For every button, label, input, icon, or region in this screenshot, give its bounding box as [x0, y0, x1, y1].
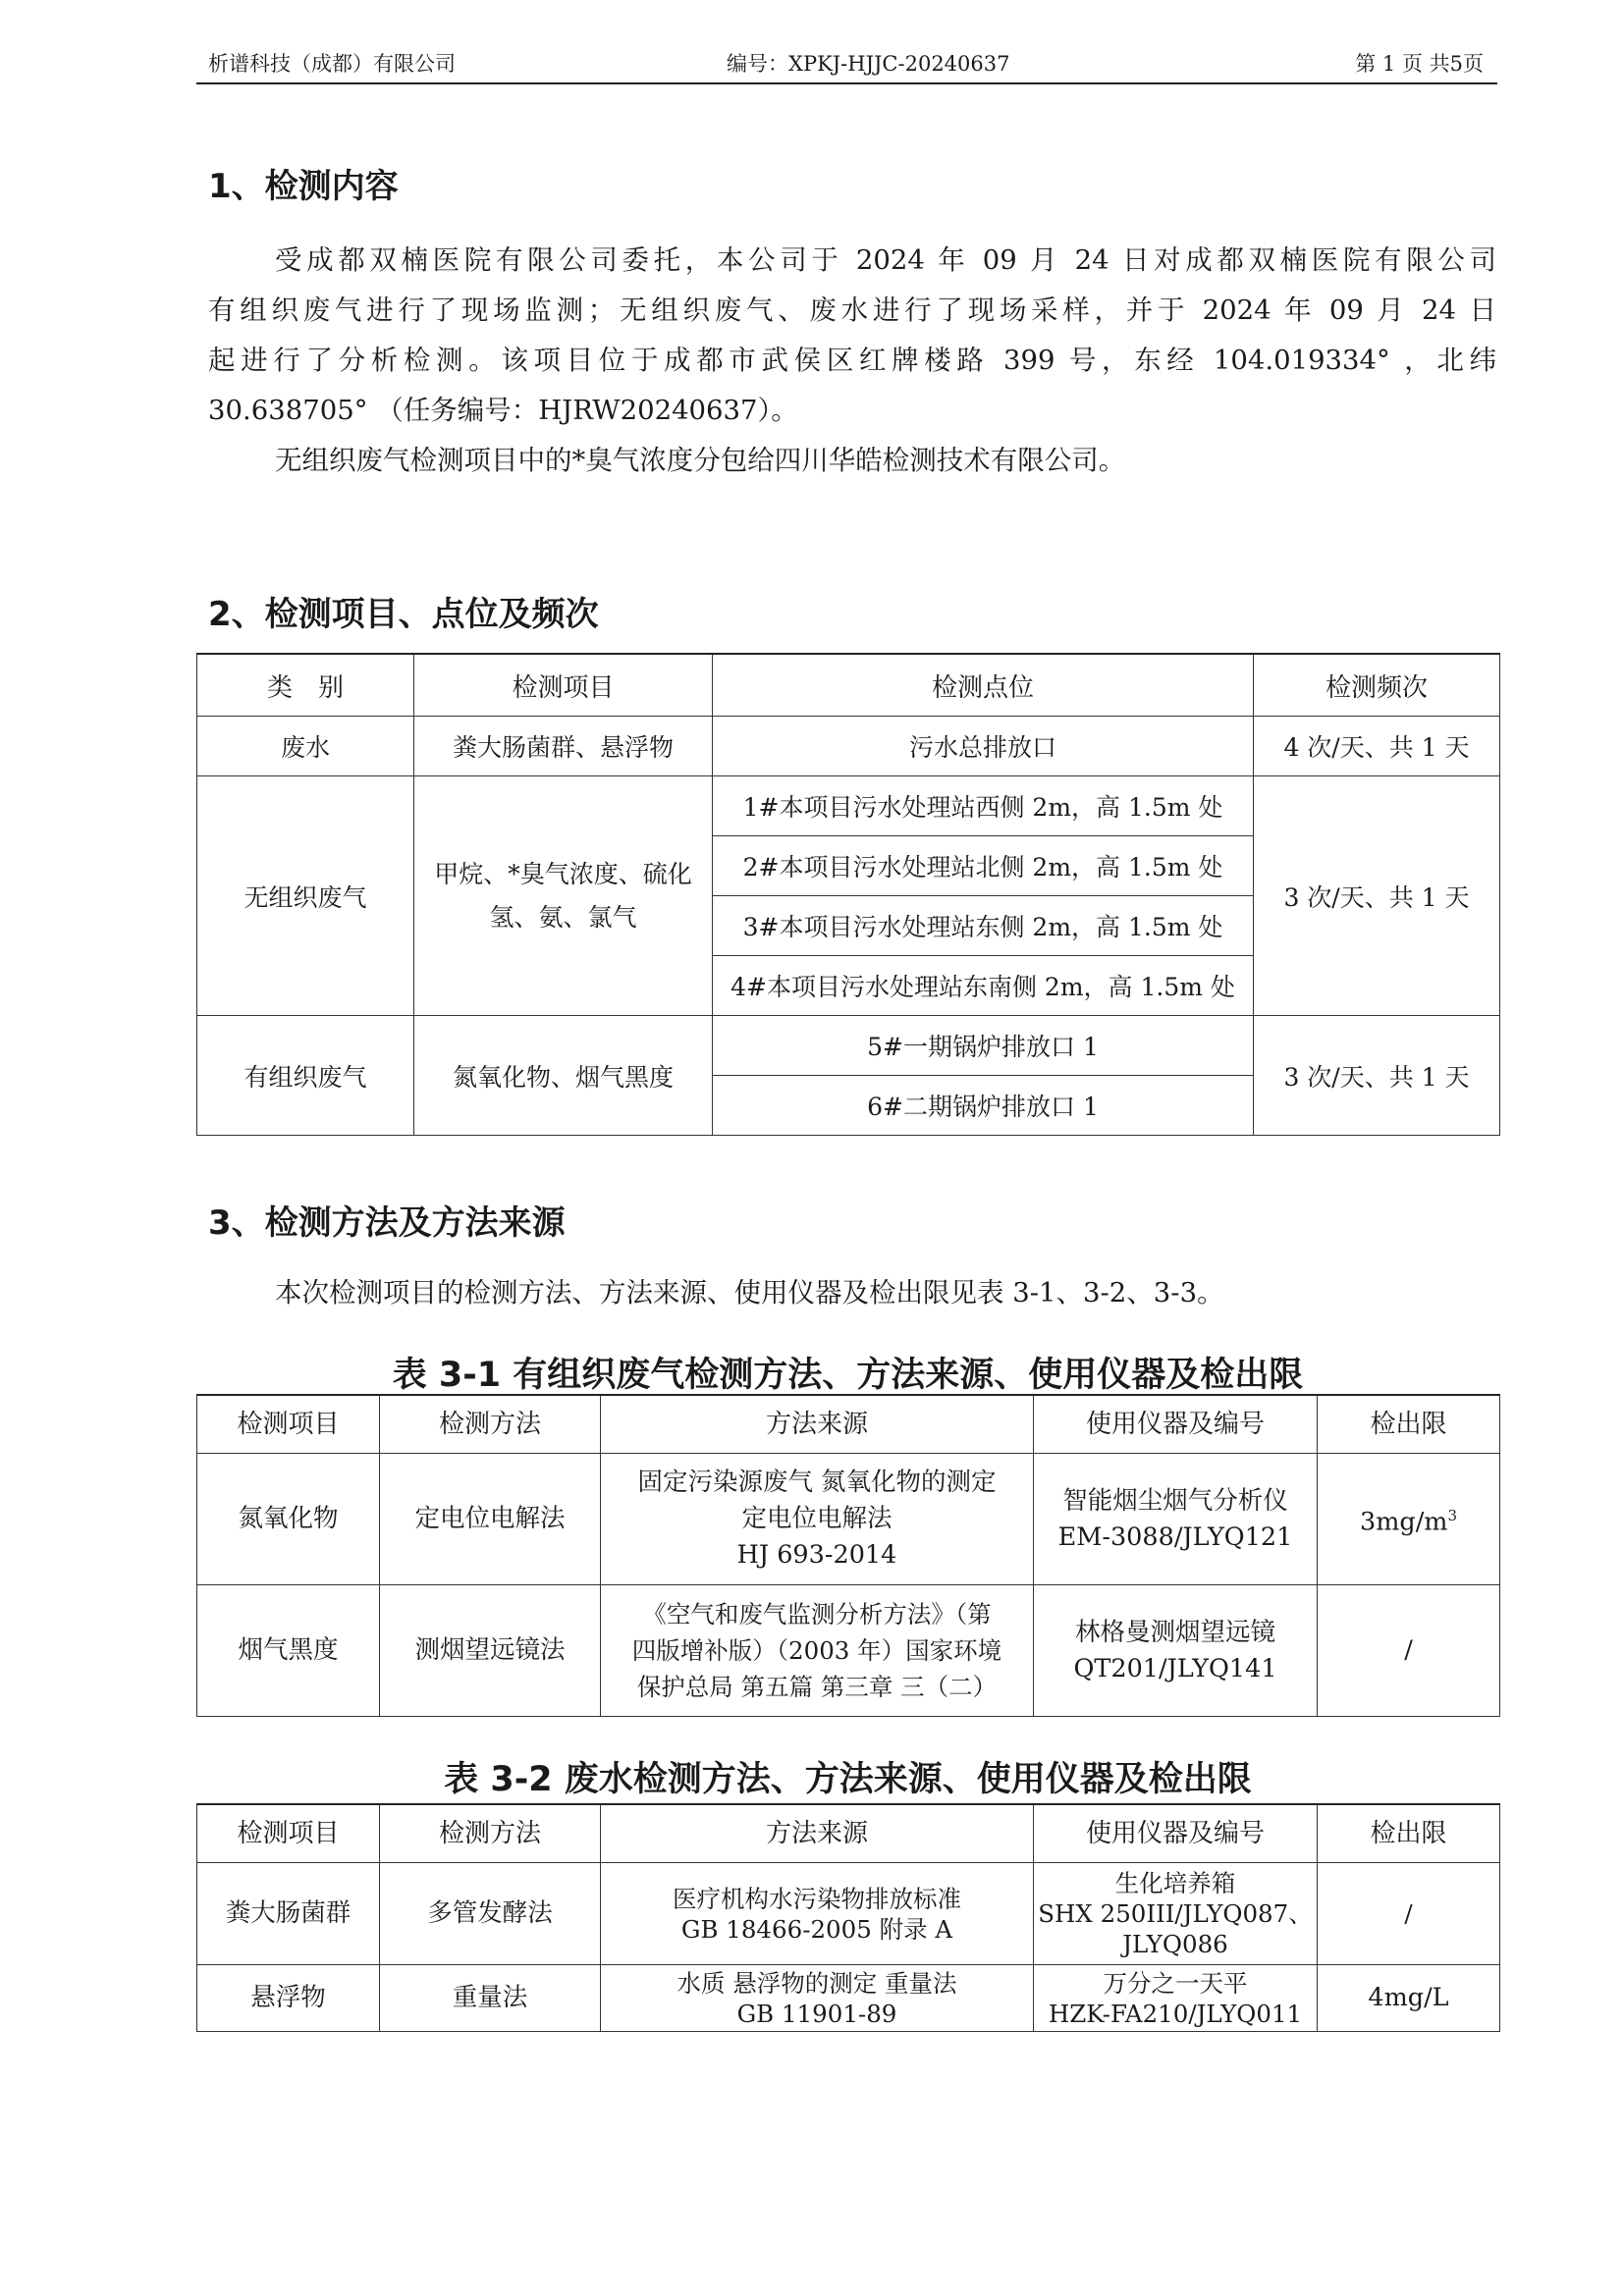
instrument-line: 万分之一天平: [1103, 1968, 1248, 1998]
table-row: [197, 1863, 1500, 1965]
table31: [196, 1394, 1500, 1717]
limit-value: 3mg/m: [1359, 1507, 1448, 1537]
col-header: 检出限: [1318, 1395, 1500, 1454]
table31-caption: 表 3-1 有组织废气检测方法、方法来源、使用仪器及检出限: [392, 1356, 1304, 1395]
source-line: GB 11901-89: [736, 1999, 897, 2028]
col-header: 检测方法: [380, 1804, 601, 1863]
section1-body: [208, 236, 1496, 486]
instrument-line: SHX 250III/JLYQ087、: [1038, 1899, 1313, 1928]
col-header: 检测点位: [713, 654, 1254, 717]
category-cell: 有组织废气: [197, 1016, 414, 1136]
instrument-line: EM-3088/JLYQ121: [1057, 1522, 1293, 1552]
section3-title: 3、检测方法及方法来源: [208, 1203, 566, 1243]
item-cell: 粪大肠菌群: [197, 1863, 380, 1965]
table-row: [197, 717, 1500, 776]
point-cell: 6#二期锅炉排放口 1: [713, 1076, 1254, 1136]
source-line: GB 18466-2005 附录 A: [680, 1914, 953, 1944]
instrument-cell: [1034, 1965, 1318, 2032]
col-header: 检测频次: [1254, 654, 1500, 717]
col-header: 检测项目: [197, 1804, 380, 1863]
category-cell: 废水: [197, 717, 414, 776]
source-line: 固定污染源废气 氮氧化物的测定: [637, 1468, 997, 1497]
source-line: HJ 693-2014: [736, 1540, 897, 1570]
source-line: 定电位电解法: [741, 1504, 893, 1533]
section2-title: 2、检测项目、点位及频次: [208, 595, 599, 634]
col-header: 检测项目: [414, 654, 713, 717]
freq-cell: 4 次/天、共 1 天: [1254, 717, 1500, 776]
point-cell: 5#一期锅炉排放口 1: [713, 1016, 1254, 1076]
col-header: 方法来源: [601, 1804, 1034, 1863]
instrument-line: JLYQ086: [1122, 1930, 1228, 1958]
table-row: [197, 1454, 1500, 1585]
source-line: 水质 悬浮物的测定 重量法: [676, 1968, 957, 1998]
table32-caption: 表 3-2 废水检测方法、方法来源、使用仪器及检出限: [444, 1760, 1252, 1799]
source-cell: [601, 1585, 1034, 1717]
para1-line: 起进行了分析检测。该项目位于成都市武侯区红牌楼路 399 号，东经 104.019334° ，北纬: [208, 345, 1496, 376]
page-header: [196, 45, 1497, 82]
col-header: 方法来源: [601, 1395, 1034, 1454]
source-line: 医疗机构水污染物排放标准: [673, 1884, 961, 1913]
col-header: 检测项目: [197, 1395, 380, 1454]
point-cell: 4#本项目污水处理站东南侧 2m，高 1.5m 处: [713, 956, 1254, 1016]
section1-title: 1、检测内容: [208, 167, 399, 206]
method-cell: 多管发酵法: [380, 1863, 601, 1965]
table-row: [197, 776, 1500, 836]
instrument-line: 生化培养箱: [1114, 1869, 1236, 1897]
col-header: 检出限: [1318, 1804, 1500, 1863]
table-header-row: [197, 1395, 1500, 1454]
col-header: 类 别: [197, 654, 414, 717]
instrument-line: 智能烟尘烟气分析仪: [1062, 1485, 1288, 1516]
report-number: 编号：XPKJ-HJJC-20240637: [727, 52, 1010, 76]
col-header: 使用仪器及编号: [1034, 1395, 1318, 1454]
para1-line: 有组织废气进行了现场监测；无组织废气、废水进行了现场采样，并于 2024 年 09 月 24 日: [208, 294, 1496, 326]
point-cell: 3#本项目污水处理站东侧 2m，高 1.5m 处: [713, 896, 1254, 956]
limit-cell: /: [1318, 1585, 1500, 1717]
limit-cell: 4mg/L: [1318, 1965, 1500, 2032]
point-cell: 污水总排放口: [713, 717, 1254, 776]
table-row: [197, 1585, 1500, 1717]
header-divider: [196, 82, 1497, 84]
source-line: 四版增补版）（2003 年）国家环境: [631, 1636, 1002, 1665]
table-header-row: [197, 1804, 1500, 1863]
instrument-line: HZK-FA210/JLYQ011: [1048, 1999, 1303, 2028]
col-header: 使用仪器及编号: [1034, 1804, 1318, 1863]
instrument-cell: [1034, 1454, 1318, 1585]
subcontract-note: 无组织废气检测项目中的*臭气浓度分包给四川华皓检测技术有限公司。: [275, 445, 1126, 476]
source-cell: [601, 1863, 1034, 1965]
instrument-cell: [1034, 1863, 1318, 1965]
instrument-line: 林格曼测烟望远镜: [1074, 1617, 1275, 1647]
source-line: 《空气和废气监测分析方法》（第: [642, 1600, 992, 1629]
source-line: 保护总局 第五篇 第三章 三（二）: [636, 1673, 998, 1701]
instrument-line: QT201/JLYQ141: [1073, 1653, 1277, 1683]
limit-cell: /: [1318, 1863, 1500, 1965]
method-cell: 定电位电解法: [380, 1454, 601, 1585]
method-cell: 测烟望远镜法: [380, 1585, 601, 1717]
items-cell: 甲烷、*臭气浓度、硫化氢、氨、氯气: [414, 776, 713, 1016]
table-header-row: [197, 654, 1500, 717]
items-cell: 粪大肠菌群、悬浮物: [414, 717, 713, 776]
method-cell: 重量法: [380, 1965, 601, 2032]
limit-cell: [1318, 1454, 1500, 1585]
source-cell: [601, 1965, 1034, 2032]
section3-intro: 本次检测项目的检测方法、方法来源、使用仪器及检出限见表 3-1、3-2、3-3。: [275, 1277, 1224, 1308]
instrument-cell: [1034, 1585, 1318, 1717]
point-cell: 1#本项目污水处理站西侧 2m，高 1.5m 处: [713, 776, 1254, 836]
items-cell: 氮氧化物、烟气黑度: [414, 1016, 713, 1136]
page-info: 第 1 页 共5页: [1355, 52, 1484, 76]
freq-cell: 3 次/天、共 1 天: [1254, 776, 1500, 1016]
para1-line: 30.638705° （任务编号：HJRW20240637）。: [208, 395, 798, 426]
item-cell: 悬浮物: [197, 1965, 380, 2032]
items-points-table: [196, 653, 1500, 1136]
company-name: 析谱科技（成都）有限公司: [208, 52, 456, 76]
para1-line: 受成都双楠医院有限公司委托，本公司于 2024 年 09 月 24 日对成都双楠医院有限公司: [275, 244, 1496, 276]
freq-cell: 3 次/天、共 1 天: [1254, 1016, 1500, 1136]
item-cell: 氮氧化物: [197, 1454, 380, 1585]
item-cell: 烟气黑度: [197, 1585, 380, 1717]
table32: [196, 1803, 1500, 2032]
source-cell: [601, 1454, 1034, 1585]
section3-body: [208, 1268, 1496, 1318]
limit-superscript: 3: [1447, 1506, 1458, 1524]
table-row: [197, 1965, 1500, 2032]
table-row: [197, 1016, 1500, 1076]
col-header: 检测方法: [380, 1395, 601, 1454]
category-cell: 无组织废气: [197, 776, 414, 1016]
point-cell: 2#本项目污水处理站北侧 2m，高 1.5m 处: [713, 836, 1254, 896]
